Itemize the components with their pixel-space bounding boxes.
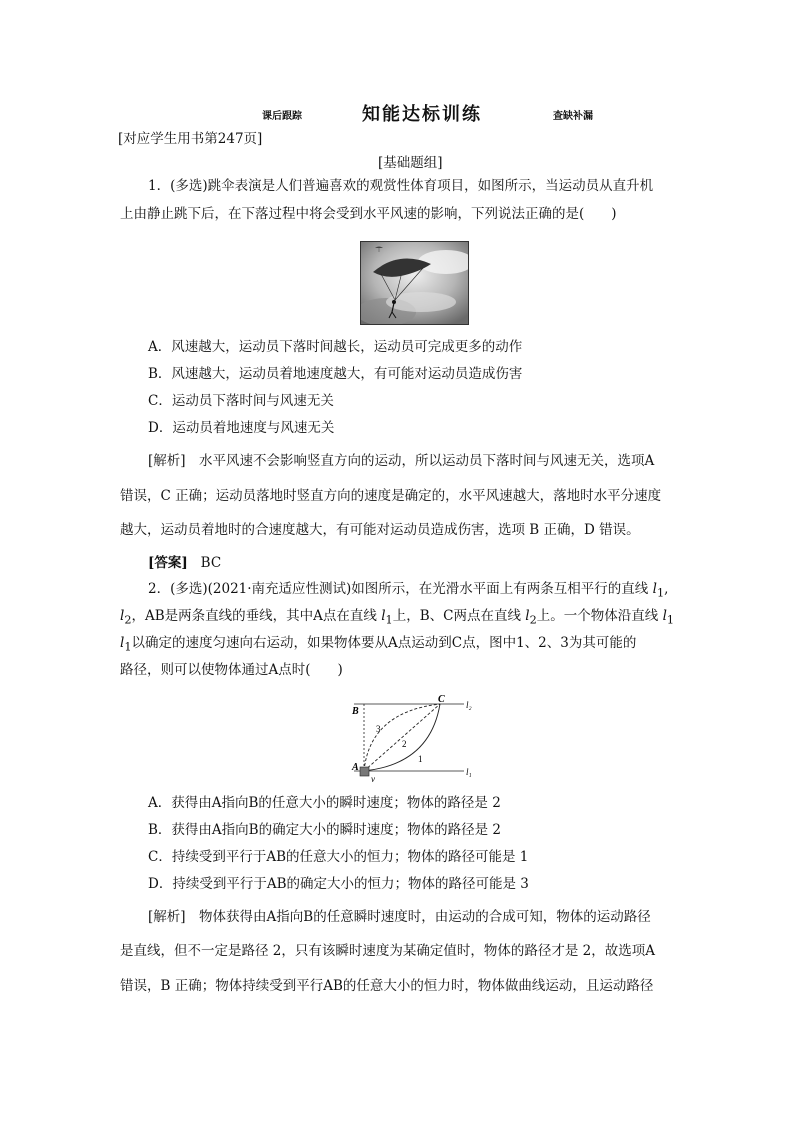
- q2-l2-sub-b: 2: [529, 613, 537, 627]
- q2-l2-symbol-b: l: [525, 608, 530, 624]
- q2-stem-line2: [120, 606, 690, 631]
- book-reference: [对应学生用书第247页]: [118, 131, 263, 147]
- q2-analysis-label: [解析]: [148, 909, 186, 925]
- motion-path-diagram: [340, 692, 490, 784]
- q1-analysis-line3: 越大，运动员着地时的合速度越大，有可能对运动员造成伤害，选项 B 正确，D 错误。: [120, 522, 640, 538]
- q2-stem-line2c-text: 上。一个物体沿直线: [536, 608, 659, 624]
- label-b: B: [352, 706, 359, 717]
- q2-l1-symbol: l: [652, 581, 657, 597]
- q2-analysis-text1: 物体获得由A指向B的任意瞬时速度时，由运动的合成可知，物体的运动路径: [185, 909, 651, 925]
- q1-answer-label: [答案]: [148, 555, 188, 571]
- q2-l1-sub-b: 1: [385, 613, 393, 627]
- q2-stem-line1-text: 2．(多选)(2021·南充适应性测试)如图所示，在光滑水平面上有两条互相平行的直线: [148, 581, 649, 597]
- q2-l1-symbol-c: l: [662, 608, 667, 624]
- label-path-1: 1: [418, 754, 423, 764]
- q2-l1-symbol-b: l: [381, 608, 386, 624]
- q1-analysis-line1: [148, 451, 718, 471]
- q2-l1-sub: 1: [656, 586, 665, 600]
- q2-analysis-line3: 错误，B 正确；物体持续受到平行AB的任意大小的恒力时，物体做曲线运动，且运动路径: [120, 978, 654, 994]
- label-v: v: [371, 774, 375, 784]
- q2-option-d: D．持续受到平行于AB的确定大小的恒力；物体的路径可能是 3: [148, 876, 529, 892]
- q2-stem-line3-text: 以确定的速度匀速向右运动，如果物体要从A点运动到C点，图中1、2、3为其可能的: [131, 635, 637, 651]
- q2-option-b: B．获得由A指向B的确定大小的瞬时速度；物体的路径是 2: [148, 822, 501, 838]
- label-path-2: 2: [402, 739, 407, 749]
- label-c: C: [438, 694, 445, 705]
- q2-stem-line2b-text: 上，B、C两点在直线: [392, 608, 521, 624]
- q2-option-a: A．获得由A指向B的任意大小的瞬时速度；物体的路径是 2: [148, 795, 501, 811]
- group-heading: [基础题组]: [378, 155, 443, 171]
- q1-answer-value: BC: [200, 555, 222, 571]
- q2-l2-sub: 2: [124, 613, 132, 627]
- q2-stem-line1: 2．(多选)(2021·南充适应性测试)如图所示，在光滑水平面上有两条互相平行的直线 $l_1$,: [148, 581, 669, 600]
- label-path-3: 3: [376, 724, 381, 734]
- parachute-photo: [360, 241, 469, 325]
- q2-l1-sub-d: 1: [124, 640, 132, 654]
- q1-option-a: A．风速越大，运动员下落时间越长，运动员可完成更多的动作: [148, 339, 523, 355]
- q2-stem-line4: 路径，则可以使物体通过A点时( ): [120, 662, 343, 678]
- header-left-label: 课后跟踪: [262, 111, 302, 122]
- q2-l1-sub-c: 1: [666, 613, 675, 627]
- q1-analysis-text1: 水平风速不会影响竖直方向的运动，所以运动员下落时间与风速无关，选项A: [185, 453, 655, 469]
- q2-option-c: C．持续受到平行于AB的任意大小的恒力；物体的路径可能是 1: [148, 849, 529, 865]
- q2-l1-symbol-d: l: [120, 635, 125, 651]
- q2-stem-line2-text: ，AB是两条直线的垂线，其中A点在直线: [131, 608, 377, 624]
- q2-l2-symbol: l: [120, 608, 125, 624]
- q1-option-c: C．运动员下落时间与风速无关: [148, 393, 334, 409]
- q1-option-d: D．运动员着地速度与风速无关: [148, 420, 335, 436]
- q1-answer: [148, 553, 718, 573]
- q2-analysis-line1: [148, 907, 718, 927]
- q1-option-b: B．风速越大，运动员着地速度越大，有可能对运动员造成伤害: [148, 366, 523, 382]
- q1-analysis-line2: 错误，C 正确；运动员落地时竖直方向的速度是确定的，水平风速越大，落地时水平分速度: [120, 488, 662, 504]
- header-right-label: 查缺补漏: [553, 111, 593, 122]
- object-block: [360, 767, 369, 776]
- label-l1: l₁: [466, 767, 472, 777]
- q1-stem-line1: 1．(多选)跳伞表演是人们普遍喜欢的观赏性体育项目，如图所示，当运动员从直升机: [148, 178, 654, 194]
- q2-analysis-line2: 是直线，但不一定是路径 2，只有该瞬时速度为某确定值时，物体的路径才是 2，故选项A: [120, 943, 656, 959]
- page-title: 知能达标训练: [362, 104, 482, 125]
- q2-stem-line3: [120, 633, 690, 658]
- label-a: A: [352, 762, 359, 773]
- label-l2: l₂: [466, 700, 472, 710]
- q1-stem-line2: 上由静止跳下后，在下落过程中将会受到水平风速的影响，下列说法正确的是( ): [120, 206, 617, 222]
- q1-analysis-label: [解析]: [148, 453, 186, 469]
